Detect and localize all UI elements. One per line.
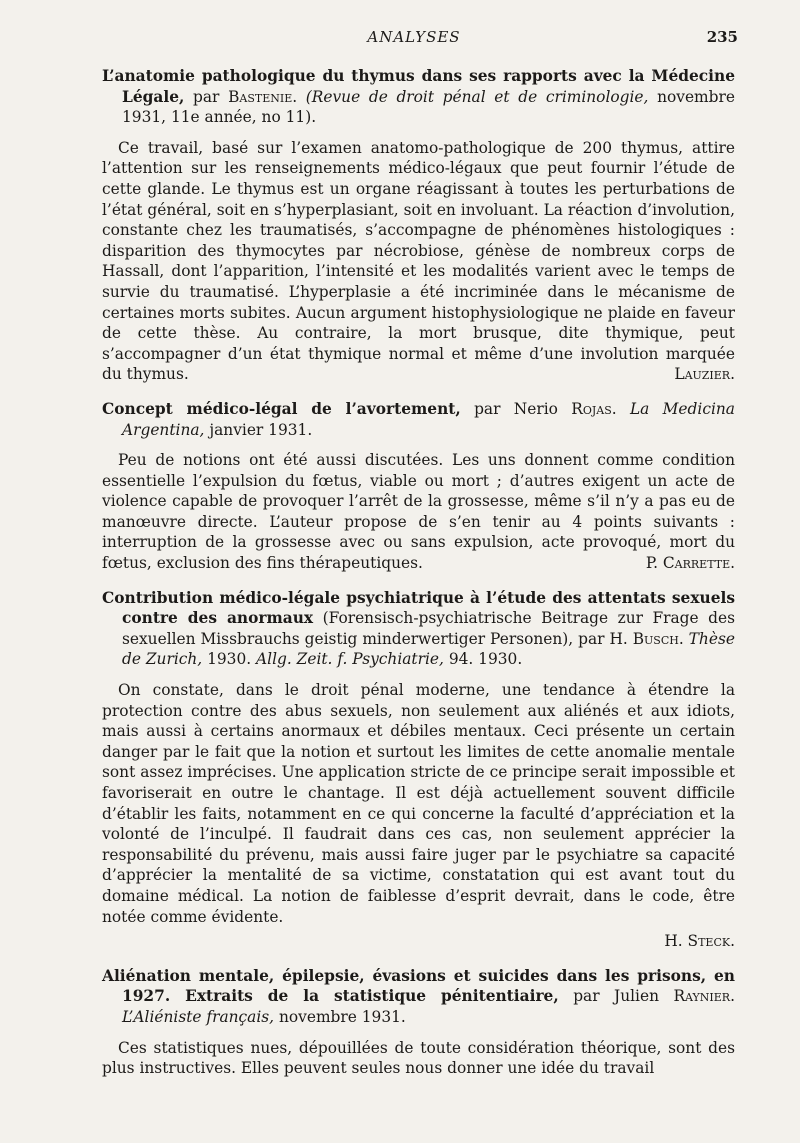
article-by: par Nerio <box>474 399 558 418</box>
article-avortement <box>102 399 735 574</box>
article-by: par <box>193 87 220 106</box>
article-thymus <box>102 66 735 385</box>
article-date-secondary: 94. 1930. <box>448 650 523 669</box>
article-attentats <box>102 588 735 952</box>
article-journal: Thèse de Zurich, <box>122 629 735 669</box>
running-title: ANALYSES <box>367 28 461 46</box>
article-journal: La Medicina Argentina, <box>122 399 735 439</box>
article-date: novembre 1931. <box>278 1007 406 1026</box>
article-by: par H. <box>578 629 628 648</box>
article-body: Ces statistiques nues, dépouillées de toute considération théorique, sont des plus instructives. Elles peuvent seules nous donner une idée du travail <box>102 1038 735 1078</box>
article-citation <box>102 66 735 128</box>
article-body: Peu de notions ont été aussi discutées. Les uns donnent comme condition essentielle l’expulsion du fœtus, viable ou mort ; d’autres exigent un acte de violence capable de provoquer l’arrêt de la grossesse, même s’il n’y a pas eu de manœuvre directe. L’auteur propose de s’en tenir au 4 points suivants : interruption de la grossesse avec ou sans expulsion, acte provoqué, mort du fœtus, exclusion des fins thérapeutiques. <box>102 451 735 573</box>
article-body: Ce travail, basé sur l’examen anatomo-pathologique de 200 thymus, attire l’attention sur les renseignements médico-légaux que peut fournir l’étude de cette glande. Le thymus est un organe réagissant à toutes les perturbations de l’état général, soit en s’hyperplasiant, soit en involuant. La réaction d’involution, constante chez les traumatisés, s’accompagne de phénomènes histologiques : disparition des thymocytes par nécrobiose, génèse de nombreux corps de Hassall, dont l’apparition, l’intensité et les modalités varient avec le temps de survie du traumatisé. L’hyperplasie a été incriminée dans le mécanisme de certaines morts subites. Aucun argument histophysiologique ne plaide en faveur de cette thèse. Au contraire, la mort brusque, dite thymique, peut s’accompagner d’un état thymique normal et même d’une involution marquée du thymus. <box>102 138 735 384</box>
article-journal: (Revue de droit pénal et de criminologie, <box>305 87 649 106</box>
article-date: 1930. <box>207 650 252 669</box>
article-author: Rojas. <box>571 399 617 418</box>
article-journal-secondary: Allg. Zeit. f. Psychiatrie, <box>256 650 444 669</box>
article-title: Contribution médico-légale psychiatrique à l’étude des attentats sexuels contre des anormaux <box>102 588 735 628</box>
article-reviewer: P. Carrette. <box>645 554 735 573</box>
article-citation <box>102 399 735 440</box>
article-citation <box>102 588 735 670</box>
article-citation <box>102 966 735 1028</box>
article-title: Concept médico-légal de l’avortement, <box>102 399 461 418</box>
article-reviewer: H. Steck. <box>664 932 735 951</box>
article-reviewer: Lauzier. <box>674 365 735 384</box>
page-number: 235 <box>706 28 738 46</box>
article-title: L’anatomie pathologique du thymus dans ses rapports avec la Médecine Légale, <box>102 67 735 106</box>
article-date: novembre 1931, 11e année, no 11). <box>122 87 735 127</box>
article-author: Raynier. <box>673 987 735 1006</box>
page-content <box>102 66 735 1093</box>
article-subtitle: (Forensisch-psychiatrische Beitrage zur Frage des sexuellen Missbrauchs geistig minderwertiger Personen), <box>122 609 735 648</box>
article-journal: L’Aliéniste français, <box>122 1007 275 1026</box>
page-header <box>90 28 738 50</box>
article-prisons <box>102 966 735 1079</box>
article-date: janvier 1931. <box>209 420 313 439</box>
article-author: Busch. <box>632 629 684 648</box>
article-author: Bastenie. <box>228 87 298 106</box>
article-title: Aliénation mentale, épilepsie, évasions et suicides dans les prisons, en 1927. Extraits de la statistique pénitentiaire, <box>102 966 735 1006</box>
article-body: On constate, dans le droit pénal moderne, une tendance à étendre la protection contre des abus sexuels, non seulement aux aliénés et aux idiots, mais aussi à certains anormaux et débiles mentaux. Ceci présente un certain danger par le fait que la notion et surtout les limites de cette anomalie mentale sont assez imprécises. Une application stricte de ce principe serait impossible et favoriserait en outre le chantage. Il est déjà actuellement souvent difficile d’établir les faits, notamment en ce qui concerne la faculté d’appréciation et la volonté de l’inculpé. Il faudrait dans ces cas, non seulement apprécier la responsabilité du prévenu, mais aussi faire juger par le psychiatre sa capacité d’apprécier la mentalité de sa victime, constatation qui est avant tout du domaine médical. La notion de faiblesse d’esprit devrait, dans le code, être notée comme évidente. <box>102 681 735 926</box>
article-by: par Julien <box>573 987 659 1006</box>
